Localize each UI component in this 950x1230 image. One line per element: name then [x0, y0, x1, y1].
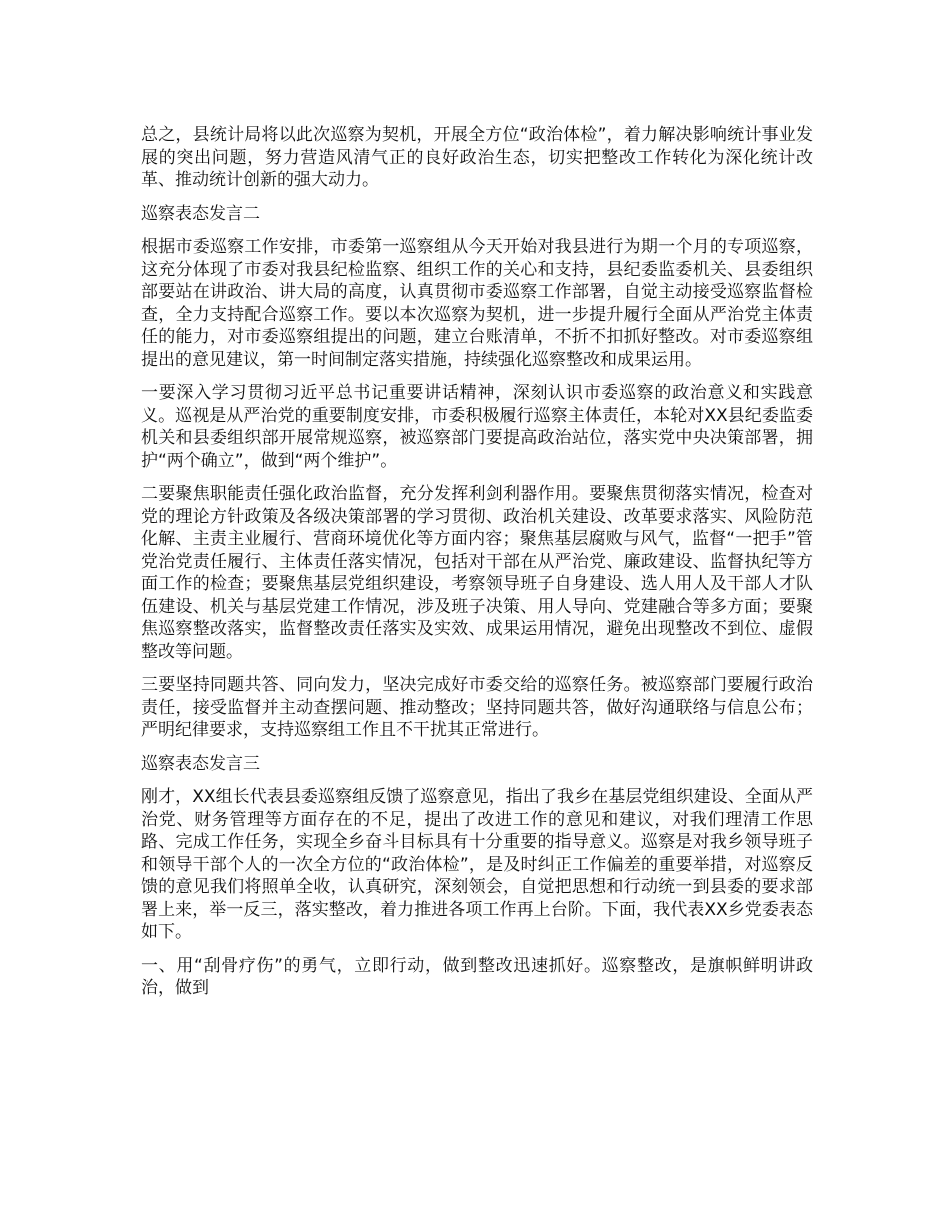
- paragraph-speech-two-intro: 根据市委巡察工作安排，市委第一巡察组从今天开始对我县进行为期一个月的专项巡察，这充分体现了市委对我县纪检监察、组织工作的关心和支持，县纪委监委机关、县委组织部要站在讲政治、讲大局的高度，认真贯彻市委巡察工作部署，自觉主动接受巡察监督检查，全力支持配合巡察工作。要以本次巡察为契机，进一步提升履行全面从严治党主体责任的能力，对市委巡察组提出的问题，建立台账清单，不折不扣抓好整改。对市委巡察组提出的意见建议，第一时间制定落实措施，持续强化巡察整改和成果运用。: [141, 237, 813, 370]
- paragraph-point-two: 二要聚焦职能责任强化政治监督，充分发挥利剑利器作用。要聚焦贯彻落实情况，检查对党的理论方针政策及各级决策部署的学习贯彻、政治机关建设、改革要求落实、风险防范化解、主责主业履行、营商环境优化等方面内容；聚焦基层腐败与风气，监督“一把手”管党治党责任履行、主体责任落实情况，包括对干部在从严治党、廉政建设、监督执纪等方面工作的检查；要聚焦基层党组织建设，考察领导班子自身建设、选人用人及干部人才队伍建设、机关与基层党建工作情况，涉及班子决策、用人导向、党建融合等多方面；要聚焦巡察整改落实，监督整改责任落实及实效、成果运用情况，避免出现整改不到位、虚假整改等问题。: [141, 484, 813, 662]
- document-body: [141, 124, 813, 1011]
- paragraph-point-three: 三要坚持同题共答、同向发力，坚决完成好市委交给的巡察任务。被巡察部门要履行政治责任，接受监督并主动查摆问题、推动整改；坚持同题共答，做好沟通联络与信息公布；严明纪律要求，支持巡察组工作且不干扰其正常进行。: [141, 675, 813, 740]
- section-heading-speech-three: 巡察表态发言三: [141, 753, 260, 774]
- paragraph-conclusion: 总之，县统计局将以此次巡察为契机，开展全方位“政治体检”，着力解决影响统计事业发展的突出问题，努力营造风清气正的良好政治生态，切实把整改工作转化为深化统计改革、推动统计创新的强大动力。: [141, 125, 813, 190]
- paragraph-point-one: 一要深入学习贯彻习近平总书记重要讲话精神，深刻认识市委巡察的政治意义和实践意义。巡视是从严治党的重要制度安排，市委积极履行巡察主体责任，本轮对XX县纪委监委机关和县委组织部开展常规巡察，被巡察部门要提高政治站位，落实党中央决策部署，拥护“两个确立”，做到“两个维护”。: [141, 383, 813, 471]
- section-heading-speech-two: 巡察表态发言二: [141, 203, 260, 224]
- paragraph-speech-three-intro: 刚才，XX组长代表县委巡察组反馈了巡察意见，指出了我乡在基层党组织建设、全面从严治党、财务管理等方面存在的不足，提出了改进工作的意见和建议，对我们理清工作思路、完成工作任务，实现全乡奋斗目标具有十分重要的指导意义。巡察是对我乡领导班子和领导干部个人的一次全方位的“政治体检”，是及时纠正工作偏差的重要举措，对巡察反馈的意见我们将照单全收，认真研究，深刻领会，自觉把思想和行动统一到县委的要求部署上来，举一反三，落实整改，着力推进各项工作再上台阶。下面，我代表XX乡党委表态如下。: [141, 787, 813, 942]
- paragraph-speech-three-point-one: 一、用“刮骨疗伤”的勇气，立即行动，做到整改迅速抓好。巡察整改，是旗帜鲜明讲政治，做到: [141, 955, 813, 998]
